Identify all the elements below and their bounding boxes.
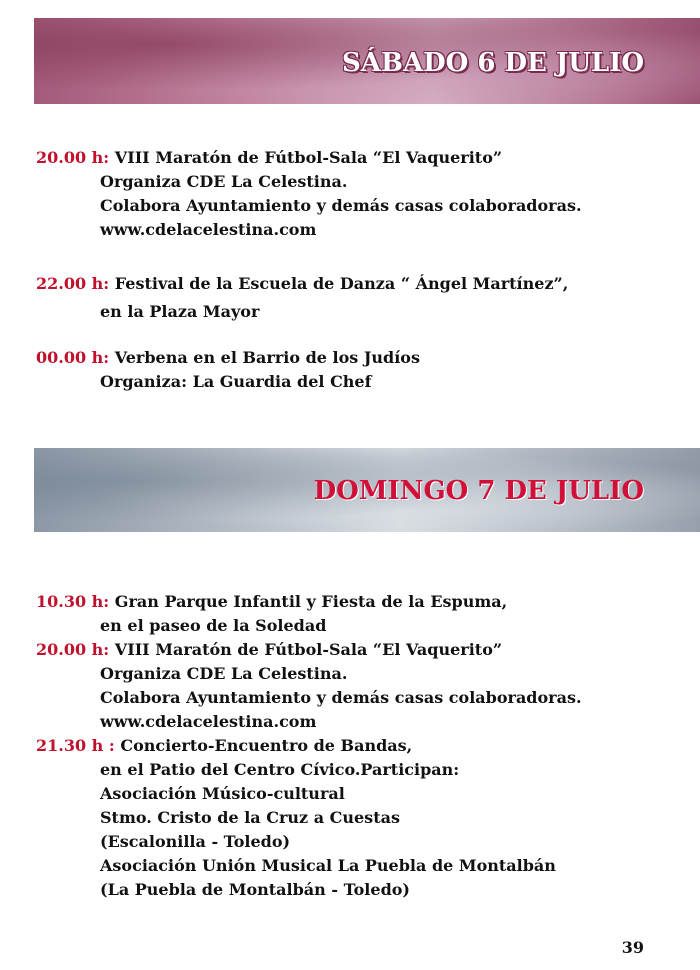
event-time: 00.00 h: (36, 348, 110, 367)
sunday-banner (34, 448, 700, 532)
saturday-title: SÁBADO 6 DE JULIO (342, 48, 644, 78)
event-detail: (Escalonilla - Toledo) (100, 832, 291, 851)
event-heading (36, 590, 686, 614)
event-time: 10.30 h: (36, 592, 110, 611)
event-detail: Organiza CDE La Celestina. (100, 664, 348, 683)
sunday-event-concierto (36, 734, 686, 902)
event-time: 20.00 h: (36, 148, 110, 167)
event-heading (36, 146, 686, 170)
event-detail: en el Patio del Centro Cívico.Participan: (100, 760, 460, 779)
event-link: www.cdelacelestina.com (100, 220, 317, 239)
event-title: Festival de la Escuela de Danza “ Ángel Martínez”, (114, 274, 569, 293)
event-detail: en la Plaza Mayor (100, 302, 260, 321)
event-title: VIII Maratón de Fútbol-Sala “El Vaquerito” (114, 640, 503, 659)
event-time: 21.30 h : (36, 736, 115, 755)
event-heading (36, 346, 686, 370)
event-title: Gran Parque Infantil y Fiesta de la Espuma, (114, 592, 508, 611)
event-detail: Organiza: La Guardia del Chef (100, 372, 372, 391)
saturday-event-verbena (36, 346, 686, 394)
sunday-event-futbol (36, 638, 686, 734)
event-heading (36, 734, 686, 758)
event-heading (36, 272, 686, 296)
sunday-event-parque (36, 590, 686, 638)
event-detail: Stmo. Cristo de la Cruz a Cuestas (100, 808, 400, 827)
saturday-banner (34, 18, 700, 104)
event-time: 20.00 h: (36, 640, 110, 659)
event-heading (36, 638, 686, 662)
event-detail: Asociación Músico-cultural (100, 784, 345, 803)
saturday-event-futbol (36, 146, 686, 242)
event-detail: Organiza CDE La Celestina. (100, 172, 348, 191)
event-title: Verbena en el Barrio de los Judíos (114, 348, 420, 367)
sunday-title: DOMINGO 7 DE JULIO (313, 476, 644, 506)
saturday-event-danza (36, 272, 686, 328)
event-link: www.cdelacelestina.com (100, 712, 317, 731)
event-title: Concierto-Encuentro de Bandas, (120, 736, 413, 755)
event-title: VIII Maratón de Fútbol-Sala “El Vaquerito” (114, 148, 503, 167)
event-detail: Colabora Ayuntamiento y demás casas colaboradoras. (100, 196, 582, 215)
event-detail: Asociación Unión Musical La Puebla de Montalbán (100, 856, 556, 875)
page-number: 39 (621, 938, 644, 957)
event-detail: (La Puebla de Montalbán - Toledo) (100, 880, 410, 899)
event-detail: Colabora Ayuntamiento y demás casas colaboradoras. (100, 688, 582, 707)
event-detail: en el paseo de la Soledad (100, 616, 327, 635)
event-time: 22.00 h: (36, 274, 110, 293)
